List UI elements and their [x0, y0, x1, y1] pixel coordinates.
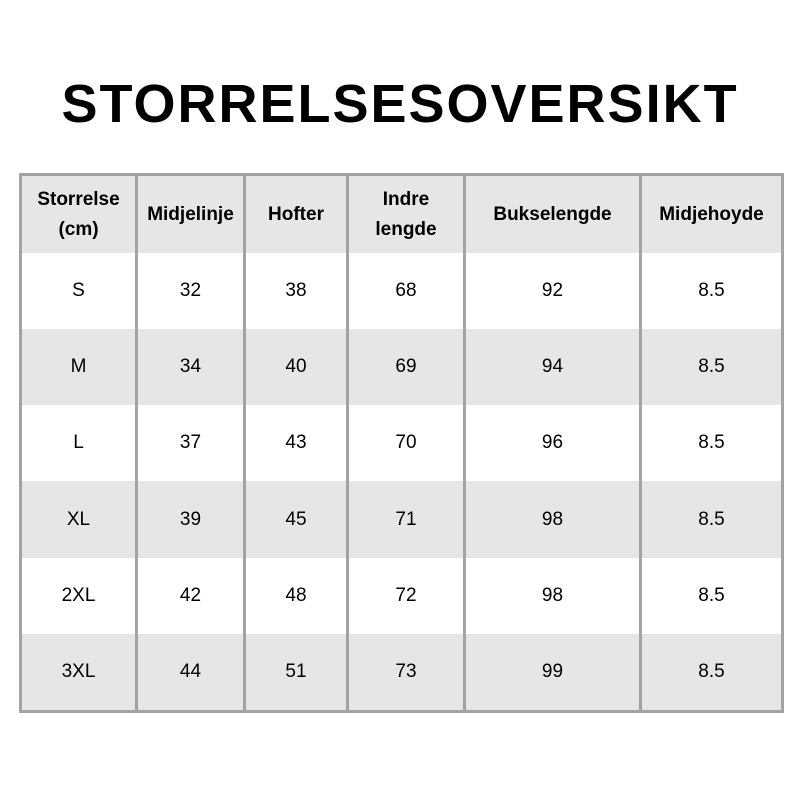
header-label: Midjehoyde: [659, 203, 764, 225]
table-cell: 3XL: [21, 634, 137, 712]
table-cell: 34: [137, 329, 245, 405]
table-cell: M: [21, 329, 137, 405]
header-label: Hofter: [268, 203, 324, 225]
table-cell: 98: [465, 558, 641, 634]
table-cell: 37: [137, 405, 245, 481]
table-cell: 8.5: [641, 329, 783, 405]
table-cell: 43: [245, 405, 348, 481]
table-row: [21, 481, 783, 557]
table-cell: XL: [21, 481, 137, 557]
table-cell: 69: [348, 329, 465, 405]
table-cell: 70: [348, 405, 465, 481]
table-row: [21, 634, 783, 712]
header-label: Midjelinje: [147, 203, 234, 225]
table-cell: 8.5: [641, 253, 783, 329]
table-cell: L: [21, 405, 137, 481]
table-cell: 73: [348, 634, 465, 712]
table-cell: 40: [245, 329, 348, 405]
table-cell: 92: [465, 253, 641, 329]
table-row: [21, 558, 783, 634]
table-cell: 8.5: [641, 558, 783, 634]
table-cell: 98: [465, 481, 641, 557]
table-cell: 42: [137, 558, 245, 634]
header-cell-size: [21, 175, 137, 254]
table-cell: 71: [348, 481, 465, 557]
table-row: [21, 405, 783, 481]
table-cell: 48: [245, 558, 348, 634]
size-chart-table: [19, 173, 784, 713]
header-cell-waist-height: [641, 175, 783, 254]
table-cell: 8.5: [641, 405, 783, 481]
header-label: Bukselengde: [493, 203, 612, 225]
header-label: Indre: [382, 188, 430, 210]
table-cell: 51: [245, 634, 348, 712]
header-cell-inseam: [348, 175, 465, 254]
table-cell: 8.5: [641, 481, 783, 557]
table-cell: 8.5: [641, 634, 783, 712]
table-cell: 45: [245, 481, 348, 557]
table-row: [21, 253, 783, 329]
table-cell: 99: [465, 634, 641, 712]
table-cell: 2XL: [21, 558, 137, 634]
table-cell: 96: [465, 405, 641, 481]
page-title: STORRELSESOVERSIKT: [61, 74, 739, 134]
table-cell: 94: [465, 329, 641, 405]
table-cell: 39: [137, 481, 245, 557]
table-cell: 44: [137, 634, 245, 712]
table-cell: 32: [137, 253, 245, 329]
header-cell-waist: [137, 175, 245, 254]
table-cell: 38: [245, 253, 348, 329]
header-label: Storrelse: [37, 188, 120, 210]
header-cell-pant-length: [465, 175, 641, 254]
header-row: [21, 175, 783, 254]
header-cell-hips: [245, 175, 348, 254]
header-label: (cm): [58, 218, 99, 240]
table-cell: 68: [348, 253, 465, 329]
table-row: [21, 329, 783, 405]
table-cell: 72: [348, 558, 465, 634]
header-label: lengde: [375, 218, 437, 240]
table-cell: S: [21, 253, 137, 329]
